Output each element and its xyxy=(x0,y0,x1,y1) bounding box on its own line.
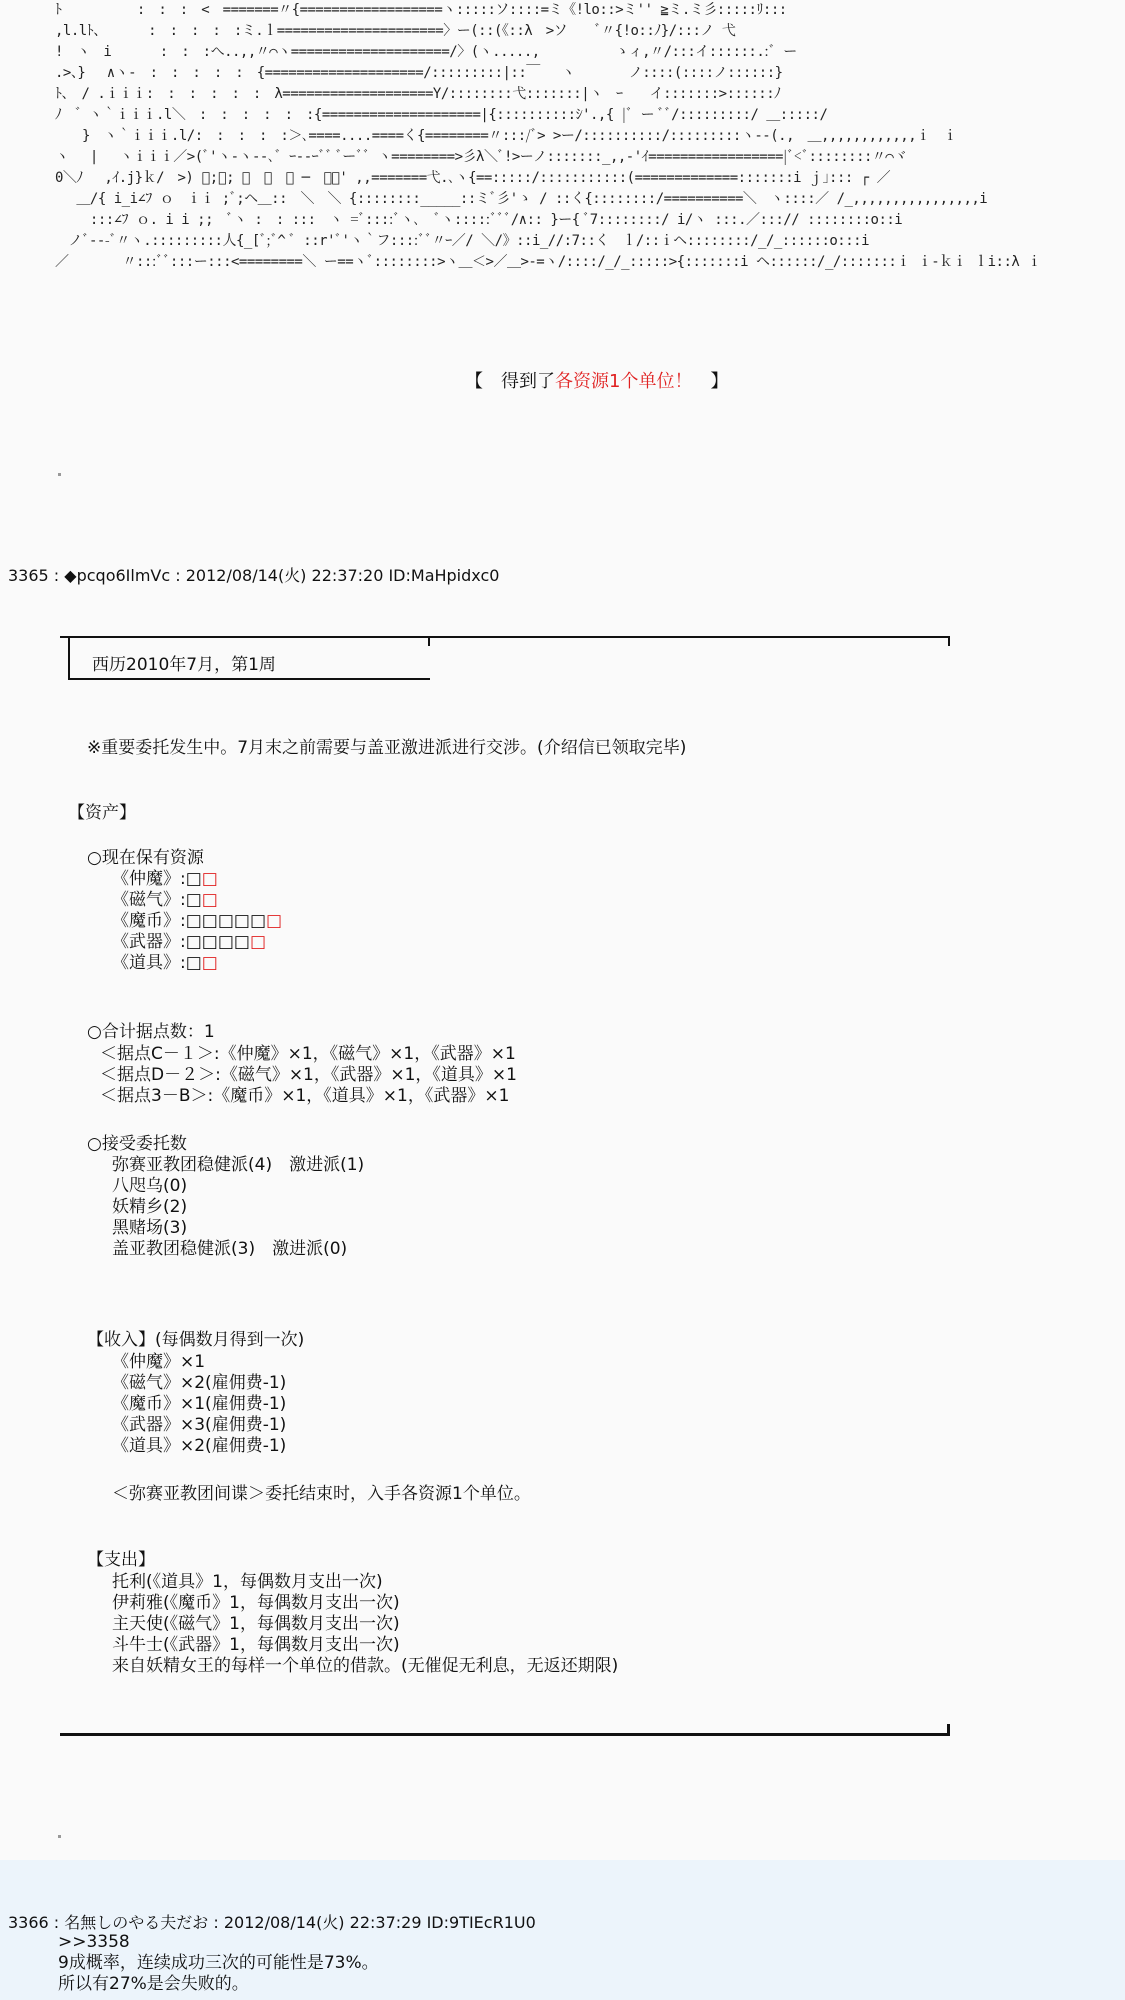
post-header: 3365 : ◆pcqo6IlmVc : 2012/08/14(火) 22:37:20 ID:MaHpidxc0 xyxy=(8,566,500,585)
reply-line: 所以有27%是会失败的。 xyxy=(58,1974,249,1994)
expense-heading: 【支出】 xyxy=(87,1550,155,1570)
commissions-heading: ○接受委托数 xyxy=(87,1134,187,1154)
reply-line: 9成概率，连续成功三次的可能性是73%。 xyxy=(58,1953,379,1973)
commission-item: 妖精乡(2) xyxy=(112,1197,188,1217)
separator-dot xyxy=(58,473,61,476)
bases-heading: ○合计据点数：1 xyxy=(87,1022,215,1042)
held-item: 《魔币》:□□□□□□ xyxy=(112,911,283,931)
frame-bottom-line xyxy=(60,1733,950,1736)
expense-item: 伊莉雅(《魔币》1，每偶数月支出一次) xyxy=(112,1593,400,1613)
expense-item: 托利(《道具》1，每偶数月支出一次) xyxy=(112,1572,383,1592)
commission-item: 八咫乌(0) xyxy=(112,1176,188,1196)
separator-dot xyxy=(58,1835,61,1838)
commission-item: 黑赌场(3) xyxy=(112,1218,188,1238)
income-item: 《仲魔》×1 xyxy=(112,1352,206,1372)
frame-bottom-tick xyxy=(947,1724,950,1735)
commission-item: 盖亚教团稳健派(3) 激进派(0) xyxy=(112,1239,348,1259)
base-item: ＜据点3－B＞:《魔币》×1，《道具》×1，《武器》×1 xyxy=(100,1086,510,1106)
income-heading: 【收入】(每偶数月得到一次) xyxy=(87,1330,305,1350)
income-item: 《磁气》×2(雇佣费-1) xyxy=(112,1373,287,1393)
income-item: 《魔币》×1(雇佣费-1) xyxy=(112,1394,287,1414)
held-item: 《道具》:□□ xyxy=(112,953,218,973)
held-heading: ○现在保有资源 xyxy=(87,848,204,868)
base-item: ＜据点C－１＞:《仲魔》×1，《磁气》×1，《武器》×1 xyxy=(100,1044,516,1064)
base-item: ＜据点D－２＞:《磁气》×1，《武器》×1，《道具》×1 xyxy=(100,1065,517,1085)
expense-item: 来自妖精女王的每样一个单位的借款。(无催促无利息，无返还期限) xyxy=(112,1656,619,1676)
held-item: 《武器》:□□□□□ xyxy=(112,932,267,952)
gain-highlight: 各资源1个单位 xyxy=(555,371,675,392)
income-note: ＜弥赛亚教团间谍＞委托结束时，入手各资源1个单位。 xyxy=(112,1484,531,1504)
held-item: 《仲魔》:□□ xyxy=(112,869,218,889)
income-item: 《武器》×3(雇佣费-1) xyxy=(112,1415,287,1435)
assets-heading: 【资产】 xyxy=(68,803,136,823)
notice-text: ※重要委托发生中。7月末之前需要与盖亚激进派进行交涉。(介绍信已领取完毕) xyxy=(87,738,687,758)
commission-item: 弥赛亚教团稳健派(4) 激进派(1) xyxy=(112,1155,365,1175)
expense-item: 斗牛士(《武器》1，每偶数月支出一次) xyxy=(112,1635,400,1655)
frame-tick-right xyxy=(948,636,950,646)
gain-open: 【 得到了 xyxy=(465,371,555,392)
held-item: 《磁气》:□□ xyxy=(112,890,218,910)
gain-bang: ！ xyxy=(674,371,693,392)
post-header: 3366 : 名無しのやる夫だお : 2012/08/14(火) 22:37:29 ID:9TIEcR1U0 xyxy=(8,1913,536,1932)
ascii-art: ﾄ : : : < =======〃{==================ヽ:::::ソ::::=ミ《!lo::>ミ'' ≧ミ.ミ彡:::::ﾘ::: ,l.lﾄ、 : : : : :ミ.ｌ=====================〉ー(::(《::λ >ソ ﾞ〃{!o::ﾉ}/:::ノ 弋 ! ヽ i : : :へ..,,〃⌒ヽ====================/〉(ヽ....., ゝィ,〃/:::イ::::::.:ﾞ ー .>、} ∧ヽ- : : : : : {====================/:::::::::|::￣ ヽ ノ::::(::::ノ::::::} ﾄ、 / .ｉｉｉ: : : : : : λ===================Y/::::::::弋:::::::|ヽ ｰ イ:::::::>::::::ﾉ ﾉ ゛ヽ｀ｉｉｉ.l＼ : : : : : :{====================|{::::::::::ｼ'.,{ |ﾞ ー ﾞﾞ/:::::::::/ ＿:::::/ } ヽ｀ｉｉｉ.l/: : : : :＞､====....====く{========〃:::/ﾞ> >ー/::::::::::/:::::::::ヽ--(., ＿,,,,,,,,,,,,ｉ ｉ ヽ | ヽｉｉｉ／>(ﾞ'ヽ-ヽ--､ﾞ ｰ--ｰﾞﾞ ﾞーﾞﾞ ヽ========>彡λ＼ﾞ!>ーノ:::::::_,,-'ｲ=================|ﾞ<ﾞ::::::::〃⌒ヾ 0＼ﾉ ,ｲ.j}ｋ/ >) ﾞ;ﾞ; ＿ ﾞ ﾞ ─ ﾞー' ,,=======弋.､ヽ{==:::::/:::::::::::(=============:::::::i ｊ｣::: ┌ ／ ＿/{ i_i∠ﾌ ｏ ｉｉ ;ﾞ;ヘ＿:: ＼ ＼ {::::::::_____::ミﾞ彡'ゝ / ::く{::::::::/==========＼ ヽ::::／ /_,,,,,,,,,,,,,,,,i :::∠ﾌ ｏ. i i ;; ﾞヽ : : ::: ヽ =ﾞ::::ﾞヽ､ ﾞヽ:::::ﾞﾞﾞ/∧:: }ー{ ﾞ7::::::::/ i/ヽ :::.／:::// ::::::::o::i ノﾞ---ﾞ〃ヽ.:::::::::人{_[ﾞ;ﾞ^ ﾞ ::r'ﾞ'ヽ｀フ::::ﾞﾞ〃ｰ／/ ＼/》::i_//:7::く ｌ/::ｉヘ::::::::/_/_::::::o:::i ／ 〃:::ﾞﾞ:::ー:::<========＼ ー==ヽﾞ::::::::>ヽ＿＜>／＿>-=ヽ/::::/_/_:::::>{:::::::i ヘ::::::/_/:::::::ｉ ｉ-ｋｉ ｌi::λ ｉ xyxy=(55,2,1041,270)
box-title: 西历2010年7月，第1周 xyxy=(92,655,276,675)
expense-item: 主天使(《磁气》1，每偶数月支出一次) xyxy=(112,1614,400,1634)
reply-link[interactable]: >>3358 xyxy=(58,1932,130,1952)
gain-notice xyxy=(465,367,728,393)
income-item: 《道具》×2(雇佣费-1) xyxy=(112,1436,287,1456)
gain-close: 】 xyxy=(692,371,729,392)
